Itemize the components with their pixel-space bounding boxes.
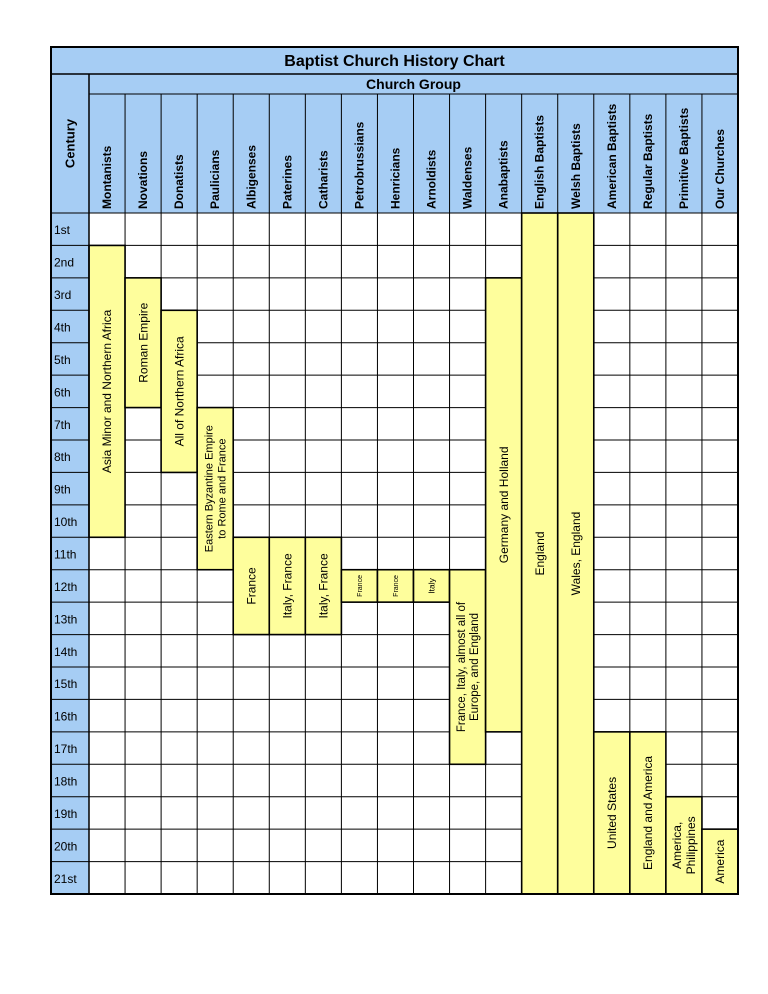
group-label: Henricians [388,147,403,209]
century-label: 5th [54,352,71,367]
span-label: France [392,575,400,597]
group-label: Primitive Baptists [676,107,691,209]
century-label: 9th [54,482,71,497]
span-label: United States [605,776,620,849]
span-label: France [244,567,259,605]
group-label: Regular Baptists [640,113,655,209]
century-label: 19th [54,806,78,821]
span-label: All of Northern Africa [172,336,187,447]
group-label: English Baptists [532,114,547,209]
century-label: 21st [54,871,77,886]
group-label: Montanists [100,145,115,209]
group-label: Catharists [316,150,331,209]
century-label: 18th [54,774,78,789]
span-label: Germany and Holland [496,446,511,564]
span-label: Italy [426,578,437,594]
span-label: Eastern Byzantine Empireto Rome and France [203,425,229,553]
span-label: France [356,575,364,597]
span-label: Roman Empire [136,302,151,383]
group-label: Petrobrussians [352,121,367,209]
span-label: Italy, France [316,553,331,619]
century-label: 10th [54,515,78,530]
chart-subtitle: Church Group [366,76,461,92]
group-label: Albigenses [244,144,259,209]
span-label: Asia Minor and Northern Africa [100,309,115,474]
span-label: Wales, England [568,511,583,596]
century-label: 15th [54,677,78,692]
century-label: 4th [54,320,71,335]
group-label: Donatists [172,154,187,209]
century-label: 2nd [54,255,75,270]
century-label: 20th [54,839,78,854]
century-label: 7th [54,417,71,432]
group-label: Novations [136,150,151,209]
group-label: Waldenses [460,146,475,209]
group-label: Anabaptists [496,140,511,209]
group-label: Paterines [280,154,295,209]
century-label: 3rd [54,288,72,303]
group-label: Our Churches [712,128,727,209]
span-label: France, Italy, almost all ofEurope, and England [455,601,482,733]
group-label: American Baptists [604,103,619,209]
span-label: Italy, France [280,553,295,619]
span-label: America,Philippines [670,816,699,875]
century-label: 12th [54,579,78,594]
span-label: America [713,839,728,884]
century-label: 16th [54,709,78,724]
group-label: Welsh Baptists [568,123,583,209]
century-label: 14th [54,644,78,659]
group-label: Arnoldists [424,149,439,209]
century-label: 8th [54,450,71,465]
chart-title: Baptist Church History Chart [284,53,505,70]
century-label: 6th [54,385,71,400]
century-header: Century [62,118,78,169]
century-label: 11th [54,547,77,562]
century-label: 17th [54,742,78,757]
span-label: England and America [641,755,656,870]
span-label: England [532,531,547,576]
group-label: Paulicians [208,149,223,209]
century-label: 1st [54,223,71,238]
century-label: 13th [54,612,78,627]
